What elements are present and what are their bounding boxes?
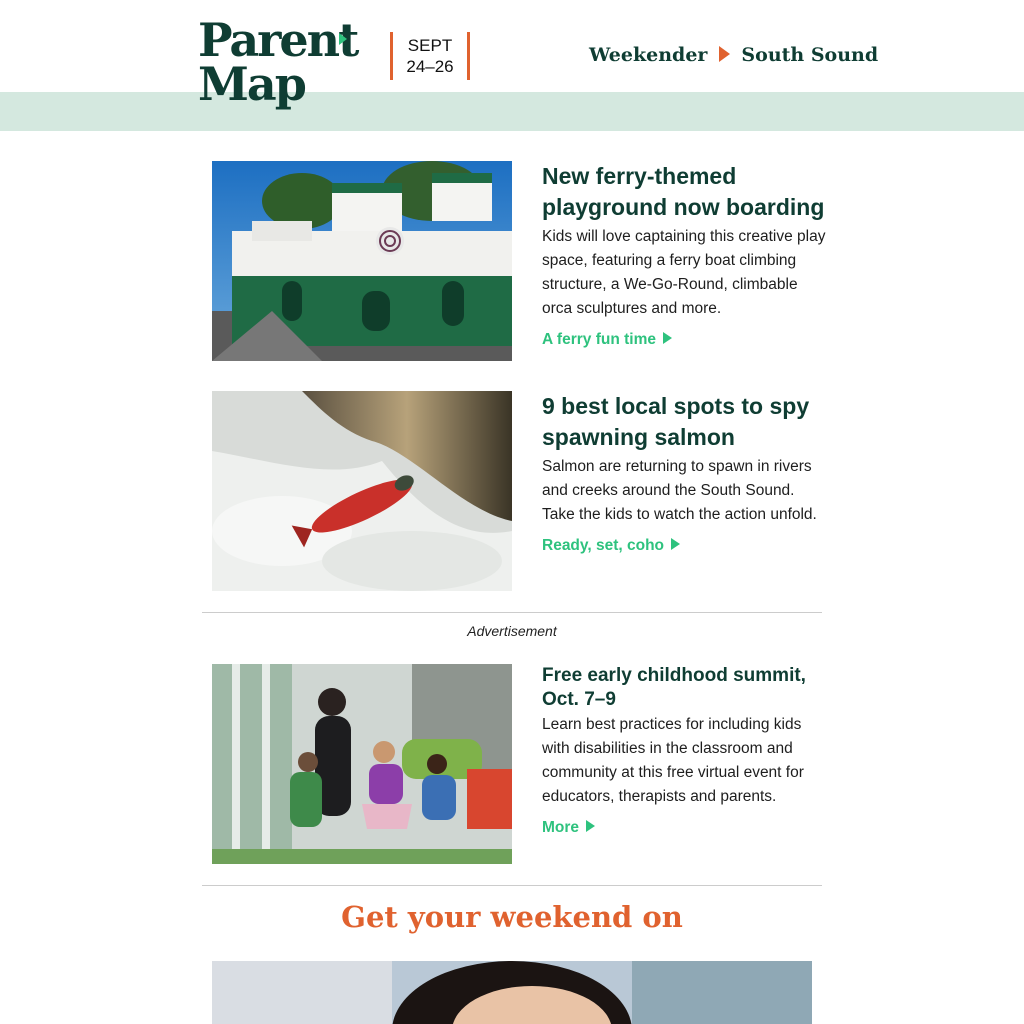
- edition-region: South Sound: [741, 44, 879, 66]
- article-text: [542, 161, 827, 349]
- more-link[interactable]: [542, 819, 595, 837]
- triangle-right-icon: [663, 332, 672, 344]
- header-band: [0, 92, 1024, 131]
- divider: [202, 885, 822, 886]
- article-title[interactable]: 9 best local spots to spy spawning salmon: [542, 393, 810, 450]
- edition-name: Weekender: [589, 44, 708, 66]
- ready-set-coho-link[interactable]: [542, 537, 680, 555]
- article-title[interactable]: New ferry-themed playground now boarding: [542, 163, 825, 220]
- article-body: Kids will love captaining this creative play space, featuring a ferry boat climbing structure, a We-Go-Round, climbable orca sculptures and more.: [542, 228, 826, 317]
- playground-photo[interactable]: [212, 161, 512, 361]
- logo-play-icon: [339, 33, 347, 45]
- article-body: Salmon are returning to spawn in rivers and creeks around the South Sound. Take the kids to watch the action unfold.: [542, 458, 817, 523]
- issue-month: SEPT: [407, 36, 453, 55]
- parentmap-logo[interactable]: [198, 13, 358, 111]
- triangle-right-icon: [719, 46, 730, 62]
- ferry-fun-link[interactable]: [542, 331, 672, 349]
- divider: [202, 612, 822, 613]
- ad-summit: [212, 664, 822, 864]
- issue-date: [390, 32, 470, 80]
- ad-title[interactable]: Free early childhood summit, Oct. 7–9: [542, 665, 806, 710]
- issue-days: 24–26: [406, 57, 454, 76]
- article-text: [542, 664, 827, 837]
- advertisement-label: Advertisement: [467, 623, 557, 639]
- logo-word-map: Map: [198, 57, 305, 111]
- link-label: More: [542, 819, 580, 836]
- link-label: Ready, set, coho: [542, 537, 665, 554]
- article-text: [542, 391, 827, 555]
- section-heading: Get your weekend on: [341, 900, 683, 934]
- triangle-right-icon: [586, 820, 595, 832]
- ad-body: Learn best practices for including kids with disabilities in the classroom and community at this free virtual event for educators, therapists and parents.: [542, 716, 804, 805]
- weekend-hero-photo[interactable]: [212, 961, 812, 1024]
- summit-photo[interactable]: [212, 664, 512, 864]
- newsletter-header: [0, 0, 1024, 111]
- article-playground: [212, 161, 826, 361]
- edition-title: [589, 44, 878, 66]
- link-label: A ferry fun time: [542, 331, 656, 348]
- salmon-photo[interactable]: [212, 391, 512, 591]
- logo-word-parent: Parent: [198, 13, 358, 67]
- triangle-right-icon: [671, 538, 680, 550]
- article-salmon: [212, 391, 822, 591]
